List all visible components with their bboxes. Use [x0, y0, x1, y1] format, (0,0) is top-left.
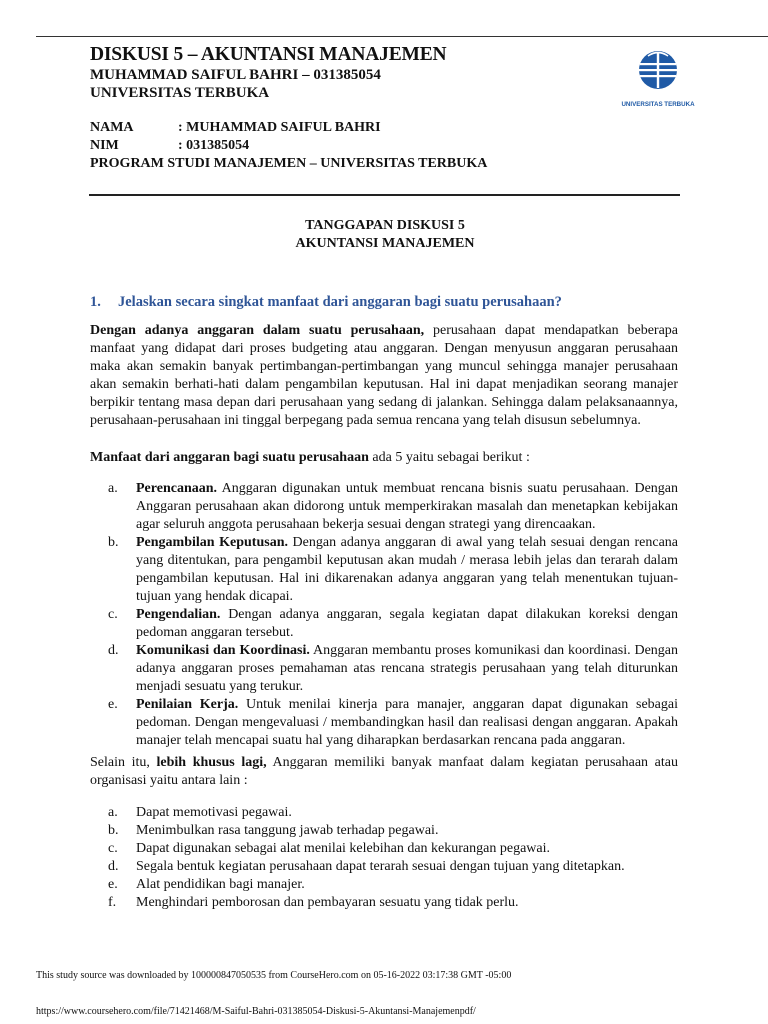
- question-number: 1.: [90, 294, 101, 310]
- list-marker: c.: [108, 841, 118, 856]
- list-item-title: Penilaian Kerja.: [136, 697, 239, 712]
- list-item-text: Anggaran digunakan untuk membuat rencana bisnis suatu perusahaan. Dengan Anggaran perusahaan akan didorong untuk memperkirakan masalah dan menetapkan kebijakan agar seluruh anggota perusahaan bekerja sesuai dengan strategi yang direncaakan.: [136, 481, 678, 532]
- nim-label: NIM: [90, 138, 119, 153]
- list-item-text: Dengan adanya anggaran, segala kegiatan dapat dilakukan koreksi dengan pedoman anggaran tersebut.: [136, 607, 678, 640]
- name-row: [90, 119, 487, 137]
- list-item-title: Komunikasi dan Koordinasi.: [136, 643, 310, 658]
- list-item: [108, 480, 678, 534]
- question-text: Jelaskan secara singkat manfaat dari anggaran bagi suatu perusahaan?: [118, 294, 562, 310]
- list-marker: b.: [108, 535, 119, 550]
- list-marker: f.: [108, 895, 117, 910]
- ut-emblem-icon: [618, 44, 698, 110]
- university-name: UNIVERSITAS TERBUKA: [90, 85, 270, 101]
- list-marker: a.: [108, 805, 118, 820]
- author-line: MUHAMMAD SAIFUL BAHRI – 031385054: [90, 67, 381, 83]
- list-item: [108, 858, 678, 876]
- list-item-text: Menghindari pemborosan dan pembayaran sesuatu yang tidak perlu.: [136, 895, 519, 910]
- benefits-intro: [90, 449, 678, 467]
- list-marker: e.: [108, 877, 118, 892]
- intro-bold: Dengan adanya anggaran dalam suatu perusahaan,: [90, 323, 425, 338]
- logo-caption: UNIVERSITAS TERBUKA: [621, 101, 695, 108]
- list-marker: d.: [108, 859, 119, 874]
- document-title: DISKUSI 5 – AKUNTANSI MANAJEMEN: [90, 44, 447, 65]
- list-item-text: Alat pendidikan bagi manajer.: [136, 877, 305, 892]
- list-item-text: Dapat memotivasi pegawai.: [136, 805, 292, 820]
- benefits-intro-text: ada 5 yaitu sebagai berikut :: [368, 450, 530, 465]
- more-intro-paragraph: [90, 754, 678, 790]
- list-item-body: [136, 642, 678, 696]
- list-item: [108, 876, 678, 894]
- list-item: [108, 822, 678, 840]
- more-intro-bold: lebih khusus lagi,: [156, 755, 267, 770]
- list-item-text: Menimbulkan rasa tanggung jawab terhadap pegawai.: [136, 823, 439, 838]
- list-marker: c.: [108, 607, 118, 622]
- list-item: [108, 840, 678, 858]
- document-header: [90, 44, 610, 102]
- list-item: [108, 894, 678, 912]
- list-item-text: Dapat digunakan sebagai alat menilai kelebihan dan kekurangan pegawai.: [136, 841, 550, 856]
- more-benefits-list: [108, 804, 678, 912]
- benefits-intro-bold: Manfaat dari anggaran bagi suatu perusahaan: [90, 450, 369, 465]
- intro-paragraph: [90, 322, 678, 430]
- source-url-link[interactable]: https://www.coursehero.com/file/71421468/M-Saiful-Bahri-031385054-Diskusi-5-Akuntansi-Manajemenpdf/: [36, 1006, 476, 1017]
- name-value: : MUHAMMAD SAIFUL BAHRI: [178, 120, 381, 135]
- list-marker: b.: [108, 823, 119, 838]
- list-item: [108, 804, 678, 822]
- more-intro-pre: Selain itu,: [90, 755, 157, 770]
- list-item-text: Segala bentuk kegiatan perusahaan dapat terarah sesuai dengan tujuan yang ditetapkan.: [136, 859, 625, 874]
- list-item-body: [136, 534, 678, 606]
- top-border-line: [36, 36, 768, 37]
- download-source-note: This study source was downloaded by 100000847050535 from CourseHero.com on 05-16-2022 03:17:38 GMT -05:00: [36, 970, 512, 981]
- list-item-body: [136, 606, 678, 642]
- university-logo: [618, 44, 698, 110]
- program-line: PROGRAM STUDI MANAJEMEN – UNIVERSITAS TERBUKA: [90, 156, 488, 171]
- section-title: [90, 217, 680, 253]
- list-item: [108, 642, 678, 696]
- list-item-body: [136, 696, 678, 750]
- nim-value: : 031385054: [178, 138, 250, 153]
- benefits-list: [108, 480, 678, 750]
- list-item-body: [136, 480, 678, 534]
- list-marker: d.: [108, 643, 119, 658]
- list-item-text: Dengan adanya anggaran di awal yang telah sesuai dengan rencana yang ditentukan, para pengambil keputusan akan mudah / merasa lebih jelas dan terarah dalam pengambilan keputusan. Hal ini dikarenakan adanya anggaran yang telah menentukan tujuan-tujuan yang hendak dicapai.: [136, 535, 678, 604]
- list-item-title: Pengendalian.: [136, 607, 221, 622]
- list-marker: a.: [108, 481, 118, 496]
- list-item-text: Untuk menilai kinerja para manajer, anggaran dapat digunakan sebagai pedoman. Dengan mengevaluasi / membandingkan hasil dan realisasi dengan anggaran. Apakah manajer telah mencapai suatu hal yang diharapkan berdasarkan rencana pada anggaran.: [136, 697, 678, 748]
- list-item: [108, 534, 678, 606]
- more-intro-text: Anggaran memiliki banyak manfaat dalam kegiatan perusahaan atau organisasi yaitu antara lain :: [90, 755, 678, 788]
- nim-row: [90, 137, 487, 155]
- header-divider: [89, 194, 680, 196]
- list-item-text: Anggaran membantu proses komunikasi dan koordinasi. Dengan adanya anggaran proses pemahaman atas rencana strategis perusahaan yang telah diturunkan menjadi sesuatu yang terukur.: [136, 643, 678, 694]
- list-item-title: Perencanaan.: [136, 481, 218, 496]
- name-label: NAMA: [90, 120, 134, 135]
- section-title-line1: TANGGAPAN DISKUSI 5: [305, 218, 465, 233]
- question-heading: [90, 293, 680, 311]
- intro-text: perusahaan dapat mendapatkan beberapa manfaat yang didapat dari proses budgeting atau anggaran. Dengan menyusun anggaran perusahaan maka akan semakin banyak pertimbangan-pertimbangan yang muncul sehingga manajer perusahaan akan semakin berhati-hati dalam pengambilan keputusan. Hal ini dapat menjadikan seorang manajer berpikir tentang masa depan dari perusahaan yang sedang di jalankan. Sehingga dalam pelaksanaannya, perusahaan-perusahaan ini tinggal berpegang pada semua rencana yang telah disusun sebelumnya.: [90, 323, 679, 428]
- list-item: [108, 696, 678, 750]
- identity-block: [90, 119, 487, 173]
- list-item-title: Pengambilan Keputusan.: [136, 535, 288, 550]
- list-item: [108, 606, 678, 642]
- list-marker: e.: [108, 697, 118, 712]
- section-title-line2: AKUNTANSI MANAJEMEN: [295, 236, 475, 251]
